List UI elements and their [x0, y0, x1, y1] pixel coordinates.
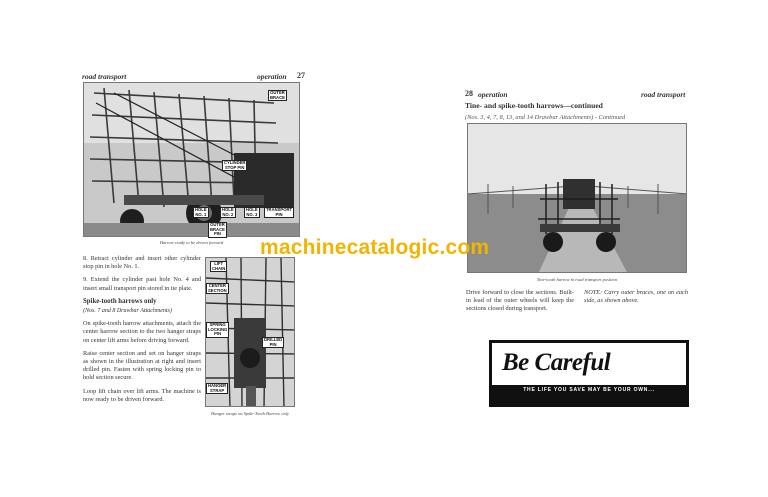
- callout-drilled-pin: [262, 337, 284, 348]
- be-careful-safety-box: [489, 340, 689, 407]
- site-watermark: machinecatalogic.com: [260, 236, 490, 259]
- spike-paragraph-2: Raise center section and set on hanger straps as shown in the illustration at right and insert drilled pin. Fasten with spring locking pin to hold section secure.: [83, 349, 201, 382]
- right-para-note: NOTE: Carry outer braces, one on each side, as shown above.: [584, 289, 688, 305]
- callout-outer-brace-pin-text: OUTER BRACE PIN: [210, 222, 225, 237]
- right-section-title: Tine- and spike-tooth harrows—continued: [465, 101, 603, 110]
- be-careful-tagline: THE LIFE YOU SAVE MAY BE YOUR OWN...: [523, 387, 655, 393]
- right-section-subtitle: (Nos. 3, 4, 7, 8, 13, and 14 Drawbar Attachments) - Continued: [465, 114, 626, 121]
- callout-hanger-strap-text: HANGER STRAP: [208, 383, 227, 393]
- right-header-section: road transport: [641, 90, 686, 99]
- side-photo-caption: Hanger straps on Spike-Tooth Harrow only: [210, 411, 290, 416]
- callout-cylinder-stop-pin-text: CYLINDER STOP PIN: [224, 160, 246, 170]
- be-careful-script-text: Be Careful: [502, 349, 611, 376]
- callout-hole-3: [244, 207, 260, 218]
- callout-transport-pin: [264, 207, 294, 218]
- callout-outer-brace: [268, 90, 287, 101]
- left-header-section: road transport: [82, 72, 127, 81]
- callout-outer-brace-pin: [208, 222, 227, 238]
- callout-cylinder-stop-pin: [222, 160, 247, 171]
- callout-outer-brace-text: OUTER BRACE: [270, 90, 285, 100]
- left-text-column: [83, 255, 201, 409]
- top-photo-caption: Harrow ready to be driven forward: [159, 240, 224, 245]
- callout-hole-1: [193, 207, 209, 218]
- step-9-paragraph: 9. Extend the cylinder past hole No. 4 and insert small transport pin stored in tie plate.: [83, 276, 201, 292]
- spike-tooth-heading: Spike-tooth harrows only: [83, 297, 157, 305]
- callout-hole-2-text: HOLE NO. 2: [222, 207, 234, 217]
- callout-spring-locking-pin-text: SPRING LOCKING PIN: [208, 322, 228, 337]
- right-page-number: 28: [465, 89, 473, 98]
- spike-paragraph-1: On spike-tooth harrow attachments, attach the center harrow section to the two hanger straps on center lift arms before driving forward.: [83, 320, 201, 344]
- callout-center-section: [206, 283, 229, 294]
- callout-lift-chain: [210, 261, 227, 272]
- left-page-number: 27: [297, 71, 305, 80]
- callout-lift-chain-text: LIFT CHAIN: [212, 261, 226, 271]
- callout-transport-pin-text: TRANSPORT PIN: [266, 207, 293, 217]
- be-careful-inner-panel: [492, 343, 686, 385]
- right-para-left: Drive forward to close the sections. Built-in lead of the outer wheels will keep the sections closed during transport.: [466, 289, 574, 313]
- step-8-paragraph: 8. Retract cylinder and insert other cylinder stop pin in hole No. 1.: [83, 255, 201, 271]
- road-photo-caption: Tine-tooth harrow in road transport position: [536, 277, 618, 282]
- road-transport-photo: [467, 123, 687, 273]
- spike-paragraph-3: Loop lift chain over lift arms. The machine is now ready to be driven forward.: [83, 387, 201, 403]
- left-header-chapter: operation: [257, 72, 287, 81]
- right-header-chapter: operation: [478, 90, 508, 99]
- road-photo-illustration: [468, 124, 687, 273]
- callout-hole-1-text: HOLE NO. 1: [195, 207, 207, 217]
- callout-center-section-text: CENTER SECTION: [208, 283, 227, 293]
- callout-hole-2: [220, 207, 236, 218]
- callout-drilled-pin-text: DRILLED PIN: [264, 337, 283, 347]
- callout-spring-locking-pin: [206, 322, 229, 338]
- callout-hole-3-text: HOLE NO. 3: [246, 207, 258, 217]
- spike-tooth-note: (Nos. 7 and 8 Drawbar Attachments): [83, 308, 172, 315]
- callout-hanger-strap: [206, 383, 228, 394]
